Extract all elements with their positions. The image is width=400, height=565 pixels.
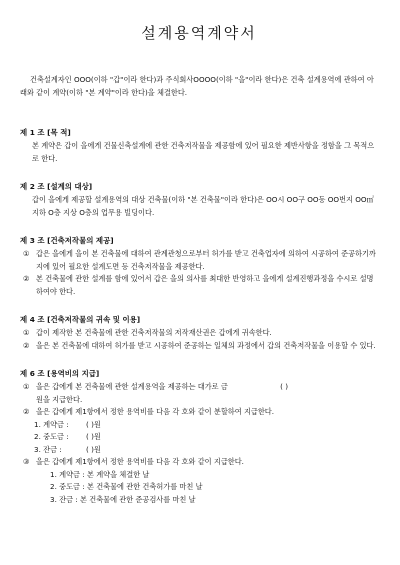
- clause-number: ②: [23, 340, 30, 350]
- clause-number: ①: [23, 382, 30, 391]
- clause-text: 을은 갑에게 제1항에서 정한 용역비를 다음 각 호와 같이 분할하여 지급한다.: [36, 407, 275, 416]
- article-4-heading: 제 4 조 [건축저작물의 귀속 및 이용]: [20, 315, 141, 324]
- article-2-heading: 제 2 조 [설계의 대상]: [20, 182, 93, 191]
- payment-list: [20, 419, 378, 457]
- article-6: [20, 368, 378, 506]
- payment-label: 1. 계약금 :: [34, 419, 69, 429]
- fee-amount-blank: ( ): [280, 382, 289, 391]
- payment-amount: ( )원: [86, 432, 101, 441]
- clause-text: 갑이 제작한 본 건축물에 관한 건축저작물의 저작재산권은 갑에게 귀속한다.: [36, 328, 272, 337]
- article-4: [20, 314, 378, 352]
- schedule-row: 2. 중도금 : 본 건축물에 관한 건축허가를 마친 날: [50, 482, 203, 491]
- article-2: [20, 181, 378, 219]
- article-6-clause-2: [20, 406, 378, 419]
- article-4-clause: [20, 340, 378, 353]
- article-3-clause: [20, 248, 378, 273]
- article-6-clause-1: [20, 381, 378, 406]
- payment-row: [34, 444, 378, 457]
- clause-number: ①: [23, 328, 30, 337]
- clause-text: 을은 갑에게 본 건축물에 관한 설계용역을 제공하는 대가로 금: [36, 382, 228, 391]
- article-1-heading: 제 1 조 [목 적]: [20, 128, 71, 137]
- clause-text: 본 건축물에 관한 설계를 함에 있어서 갑은 을의 의사를 최대한 반영하고 을에게 설계진행과정을 수시로 설명하여야 한다.: [36, 274, 374, 296]
- payment-label: 2. 중도금 :: [34, 432, 69, 441]
- schedule-row: 1. 계약금 : 본 계약을 체결한 날: [50, 469, 150, 479]
- article-3: [20, 235, 378, 298]
- clause-text-tail: 원을 지급한다.: [36, 394, 83, 404]
- article-1-body: 본 계약은 갑이 을에게 건물신축설계에 관한 건축저작물을 제공함에 있어 필요한 제반사항을 정함을 그 목적으로 한다.: [32, 141, 375, 163]
- payment-amount: ( )원: [86, 419, 101, 429]
- clause-text: 을은 본 건축물에 대하여 허가를 받고 시공하여 준공하는 일체의 과정에서 갑의 건축저작물을 이용할 수 있다.: [36, 340, 376, 350]
- clause-number: ②: [23, 407, 30, 416]
- intro-paragraph: 건축설계자인 OOO(이하 "갑"이라 한다)과 주식회사OOOO(이하 "을"이라 한다)은 건축 설계용역에 관하여 아래와 같이 계약(이하 "본 계약"이라 한다)을 체결한다.: [20, 75, 374, 97]
- article-4-clause: [20, 327, 378, 340]
- article-1: [20, 127, 378, 165]
- clause-number: ①: [23, 249, 30, 258]
- article-6-heading: 제 6 조 [용역비의 지급]: [20, 369, 100, 378]
- payment-row: [34, 431, 378, 444]
- clause-text: 갑은 을에게 을이 본 건축물에 대하여 관계관청으로부터 허가를 받고 건축업자에 의하여 시공하여 준공하기까지에 있어 필요한 설계도면 등 건축저작물을 제공한다.: [36, 249, 376, 271]
- clause-number: ②: [23, 274, 30, 283]
- schedule-row: 3. 잔금 : 본 건축물에 관한 준공검사를 마친 날: [50, 494, 196, 504]
- payment-label: 3. 잔금 :: [34, 444, 62, 454]
- article-6-clause-3: [20, 456, 378, 469]
- payment-row: [34, 419, 378, 432]
- article-3-clause: [20, 273, 378, 298]
- payment-amount: ( )원: [86, 444, 101, 454]
- article-3-heading: 제 3 조 [건축저작물의 제공]: [20, 236, 114, 245]
- article-2-body: 갑이 을에게 제공할 설계용역의 대상 건축물(이하 "본 건축물"이라 한다)은 OO시 OO구 OO동 OO번지 OO㎡ 지하 O층 지상 O층의 업무용 빌딩이다.: [32, 195, 374, 217]
- document-title: 설계용역계약서: [141, 24, 257, 42]
- clause-number: ③: [23, 457, 30, 466]
- clause-text: 을은 갑에게 제1항에서 정한 용역비를 다음 각 호와 같이 지급한다.: [36, 457, 244, 466]
